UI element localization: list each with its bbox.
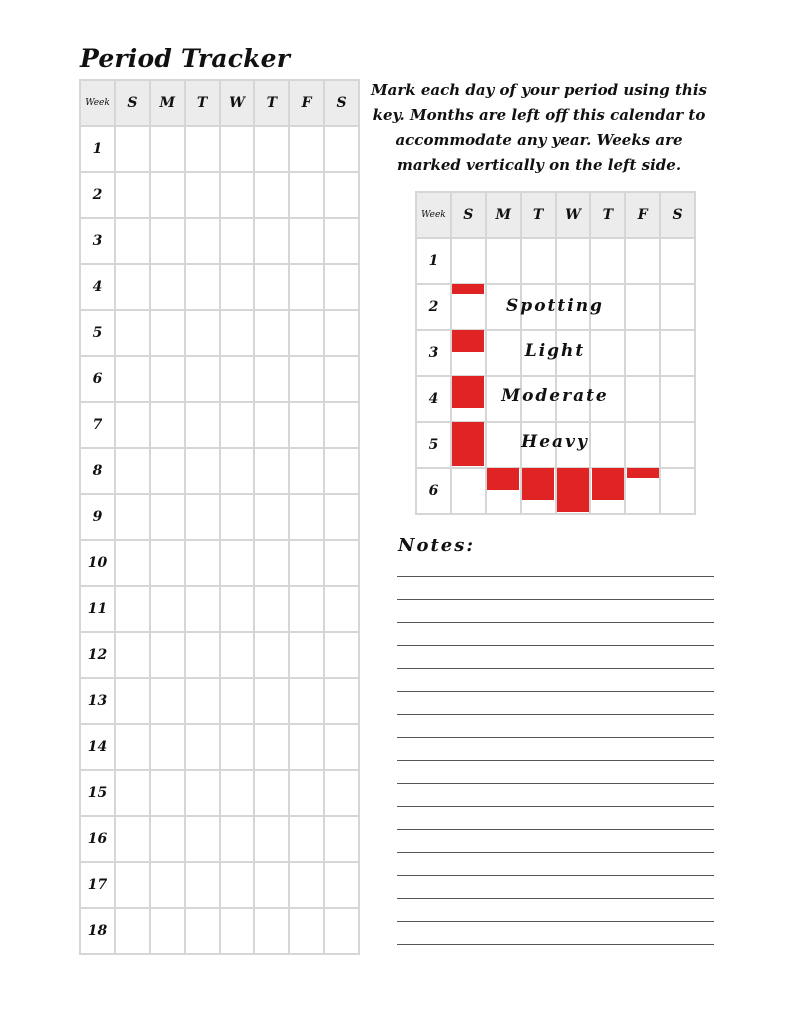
day-cell[interactable] [254,632,289,678]
day-cell[interactable] [660,468,695,514]
day-cell[interactable] [521,238,556,284]
day-cell[interactable] [289,770,324,816]
week-number: 18 [80,908,115,954]
day-cell[interactable] [289,356,324,402]
day-cell[interactable] [115,310,150,356]
day-cell[interactable] [451,468,486,514]
week-column-header: Week [80,80,115,126]
week-number: 14 [80,724,115,770]
day-cell[interactable] [185,862,220,908]
day-cell[interactable] [556,468,591,514]
day-cell[interactable] [324,218,359,264]
day-cell[interactable] [254,218,289,264]
note-line[interactable] [397,806,714,807]
day-cell[interactable] [220,310,255,356]
day-cell[interactable] [625,238,660,284]
day-cell[interactable] [220,632,255,678]
day-column-header: S [324,80,359,126]
day-cell[interactable] [115,632,150,678]
day-cell[interactable] [324,770,359,816]
day-column-header: S [451,192,486,238]
week-number: 2 [416,284,451,330]
note-line[interactable] [397,783,714,784]
day-cell[interactable] [521,376,556,422]
tracker-week-row [80,310,359,356]
day-column-header: W [220,80,255,126]
day-cell[interactable] [254,172,289,218]
day-cell[interactable] [115,126,150,172]
day-cell[interactable] [289,402,324,448]
day-cell[interactable] [324,908,359,954]
day-column-header: T [590,192,625,238]
day-column-header: W [556,192,591,238]
week-number: 7 [80,402,115,448]
day-cell[interactable] [289,126,324,172]
day-cell[interactable] [556,330,591,376]
day-cell[interactable] [185,356,220,402]
day-cell[interactable] [150,632,185,678]
tracker-week-row [80,816,359,862]
day-cell[interactable] [556,376,591,422]
tracker-week-row [80,356,359,402]
note-line[interactable] [397,576,714,577]
day-cell[interactable] [521,284,556,330]
day-cell[interactable] [289,494,324,540]
key-label-heavy: Heavy [521,432,589,452]
day-cell[interactable] [254,264,289,310]
day-cell[interactable] [150,218,185,264]
note-line[interactable] [397,760,714,761]
day-column-header: T [521,192,556,238]
week-number: 2 [80,172,115,218]
day-cell[interactable] [254,862,289,908]
day-cell[interactable] [324,356,359,402]
tracker-week-row [80,218,359,264]
day-cell[interactable] [150,264,185,310]
day-cell[interactable] [220,540,255,586]
day-cell[interactable] [150,540,185,586]
day-cell[interactable] [556,238,591,284]
key-week-row [416,284,695,330]
day-cell[interactable] [150,402,185,448]
tracker-week-row [80,494,359,540]
day-column-header: M [486,192,521,238]
day-column-header: T [254,80,289,126]
note-line[interactable] [397,875,714,876]
note-line[interactable] [397,691,714,692]
note-line[interactable] [397,645,714,646]
key-label-light: Light [524,341,586,361]
day-cell[interactable] [254,540,289,586]
tracker-week-row [80,678,359,724]
day-cell[interactable] [185,218,220,264]
day-cell[interactable] [521,468,556,514]
day-cell[interactable] [324,126,359,172]
day-cell[interactable] [254,908,289,954]
week-number: 8 [80,448,115,494]
day-cell[interactable] [289,540,324,586]
week-number: 10 [80,540,115,586]
day-cell[interactable] [625,422,660,468]
week-number: 5 [80,310,115,356]
day-cell[interactable] [150,172,185,218]
week-number: 5 [416,422,451,468]
tracker-week-row [80,586,359,632]
day-cell[interactable] [324,678,359,724]
day-cell[interactable] [289,172,324,218]
day-cell[interactable] [220,448,255,494]
day-cell[interactable] [254,494,289,540]
day-cell[interactable] [115,218,150,264]
note-line[interactable] [397,622,714,623]
note-line[interactable] [397,714,714,715]
key-grid [415,191,696,515]
day-cell[interactable] [150,586,185,632]
day-column-header: S [115,80,150,126]
day-cell[interactable] [289,448,324,494]
day-cell[interactable] [590,238,625,284]
week-number: 9 [80,494,115,540]
tracker-week-row [80,540,359,586]
day-cell[interactable] [486,376,521,422]
day-cell[interactable] [451,238,486,284]
day-cell[interactable] [451,422,486,468]
day-cell[interactable] [289,632,324,678]
day-cell[interactable] [220,126,255,172]
day-cell[interactable] [625,376,660,422]
key-label-spotting: Spotting [506,296,604,316]
instructions-text: Mark each day of your period using this key. Months are left off this calendar to accommodate any year. Weeks are marked vertically on the left side. [371,81,707,174]
day-cell[interactable] [590,468,625,514]
day-cell[interactable] [115,402,150,448]
week-number: 6 [80,356,115,402]
tracker-header-row [80,80,359,126]
tracker-grid [79,79,360,955]
key-week-row [416,238,695,284]
tracker-week-row [80,264,359,310]
day-cell[interactable] [486,468,521,514]
day-cell[interactable] [254,724,289,770]
day-cell[interactable] [254,586,289,632]
day-cell[interactable] [115,494,150,540]
tracker-week-row [80,862,359,908]
day-cell[interactable] [220,816,255,862]
day-cell[interactable] [185,402,220,448]
day-cell[interactable] [289,908,324,954]
day-cell[interactable] [254,310,289,356]
day-cell[interactable] [625,284,660,330]
day-cell[interactable] [185,770,220,816]
week-column-header: Week [416,192,451,238]
day-cell[interactable] [324,494,359,540]
day-cell[interactable] [115,540,150,586]
day-cell[interactable] [590,376,625,422]
day-cell[interactable] [185,494,220,540]
day-cell[interactable] [150,356,185,402]
day-cell[interactable] [324,448,359,494]
note-line[interactable] [397,668,714,669]
day-cell[interactable] [486,422,521,468]
day-cell[interactable] [590,330,625,376]
day-cell[interactable] [220,770,255,816]
day-cell[interactable] [115,724,150,770]
day-cell[interactable] [185,264,220,310]
tracker-week-row [80,126,359,172]
day-column-header: M [150,80,185,126]
day-cell[interactable] [220,586,255,632]
week-number: 6 [416,468,451,514]
day-cell[interactable] [254,356,289,402]
day-cell[interactable] [451,284,486,330]
day-cell[interactable] [590,422,625,468]
day-cell[interactable] [289,678,324,724]
day-cell[interactable] [185,908,220,954]
day-cell[interactable] [486,238,521,284]
tracker-week-row [80,908,359,954]
day-cell[interactable] [486,284,521,330]
day-cell[interactable] [254,402,289,448]
tracker-week-row [80,632,359,678]
day-cell[interactable] [220,402,255,448]
day-cell[interactable] [660,376,695,422]
day-cell[interactable] [289,862,324,908]
day-cell[interactable] [521,330,556,376]
day-cell[interactable] [150,448,185,494]
week-number: 13 [80,678,115,724]
day-cell[interactable] [254,678,289,724]
day-cell[interactable] [289,218,324,264]
day-cell[interactable] [324,310,359,356]
day-cell[interactable] [150,862,185,908]
day-cell[interactable] [115,356,150,402]
day-cell[interactable] [556,284,591,330]
notes-label: Notes: [398,535,476,556]
day-cell[interactable] [289,586,324,632]
day-cell[interactable] [150,724,185,770]
week-number: 11 [80,586,115,632]
day-cell[interactable] [625,468,660,514]
week-number: 4 [416,376,451,422]
key-label-moderate: Moderate [501,386,609,406]
tracker-week-row [80,724,359,770]
day-cell[interactable] [185,678,220,724]
day-cell[interactable] [324,632,359,678]
day-cell[interactable] [451,330,486,376]
tracker-week-row [80,402,359,448]
day-cell[interactable] [220,494,255,540]
day-cell[interactable] [150,494,185,540]
day-cell[interactable] [324,264,359,310]
day-cell[interactable] [324,586,359,632]
day-cell[interactable] [185,816,220,862]
day-cell[interactable] [254,126,289,172]
day-cell[interactable] [660,284,695,330]
day-cell[interactable] [324,724,359,770]
week-number: 3 [80,218,115,264]
day-cell[interactable] [324,540,359,586]
day-cell[interactable] [451,376,486,422]
day-cell[interactable] [220,264,255,310]
day-cell[interactable] [324,172,359,218]
day-cell[interactable] [185,126,220,172]
day-cell[interactable] [150,770,185,816]
day-cell[interactable] [220,862,255,908]
day-cell[interactable] [150,126,185,172]
key-week-row [416,422,695,468]
day-cell[interactable] [220,356,255,402]
day-cell[interactable] [115,172,150,218]
key-header-row [416,192,695,238]
day-cell[interactable] [115,770,150,816]
day-cell[interactable] [185,724,220,770]
day-cell[interactable] [150,816,185,862]
week-number: 3 [416,330,451,376]
day-cell[interactable] [254,770,289,816]
tracker-week-row [80,448,359,494]
week-number: 16 [80,816,115,862]
week-number: 1 [80,126,115,172]
day-cell[interactable] [220,172,255,218]
day-cell[interactable] [115,264,150,310]
day-cell[interactable] [254,816,289,862]
day-cell[interactable] [324,816,359,862]
week-number: 15 [80,770,115,816]
day-cell[interactable] [115,586,150,632]
note-line[interactable] [397,599,714,600]
page-title: Period Tracker [80,44,291,73]
note-line[interactable] [397,944,714,945]
day-cell[interactable] [150,678,185,724]
day-cell[interactable] [185,540,220,586]
day-cell[interactable] [324,862,359,908]
day-cell[interactable] [150,310,185,356]
day-cell[interactable] [185,310,220,356]
day-cell[interactable] [220,908,255,954]
day-cell[interactable] [220,218,255,264]
day-cell[interactable] [660,330,695,376]
day-cell[interactable] [150,908,185,954]
note-line[interactable] [397,737,714,738]
day-cell[interactable] [185,586,220,632]
week-number: 12 [80,632,115,678]
day-cell[interactable] [220,724,255,770]
day-cell[interactable] [185,632,220,678]
day-cell[interactable] [521,422,556,468]
day-cell[interactable] [660,422,695,468]
day-column-header: T [185,80,220,126]
key-week-row [416,376,695,422]
day-cell[interactable] [115,816,150,862]
day-cell[interactable] [289,816,324,862]
key-week-row [416,468,695,514]
key-week-row [416,330,695,376]
day-cell[interactable] [115,908,150,954]
note-line[interactable] [397,852,714,853]
note-line[interactable] [397,829,714,830]
day-cell[interactable] [625,330,660,376]
tracker-week-row [80,172,359,218]
day-cell[interactable] [486,330,521,376]
day-cell[interactable] [289,264,324,310]
day-cell[interactable] [289,724,324,770]
day-cell[interactable] [289,310,324,356]
day-column-header: S [660,192,695,238]
day-cell[interactable] [115,862,150,908]
day-cell[interactable] [556,422,591,468]
day-cell[interactable] [115,678,150,724]
day-cell[interactable] [660,238,695,284]
day-cell[interactable] [324,402,359,448]
note-line[interactable] [397,898,714,899]
day-cell[interactable] [220,678,255,724]
week-number: 1 [416,238,451,284]
day-cell[interactable] [115,448,150,494]
day-column-header: F [625,192,660,238]
day-cell[interactable] [185,448,220,494]
day-cell[interactable] [254,448,289,494]
day-cell[interactable] [185,172,220,218]
day-cell[interactable] [590,284,625,330]
day-column-header: F [289,80,324,126]
week-number: 4 [80,264,115,310]
tracker-week-row [80,770,359,816]
note-line[interactable] [397,921,714,922]
week-number: 17 [80,862,115,908]
